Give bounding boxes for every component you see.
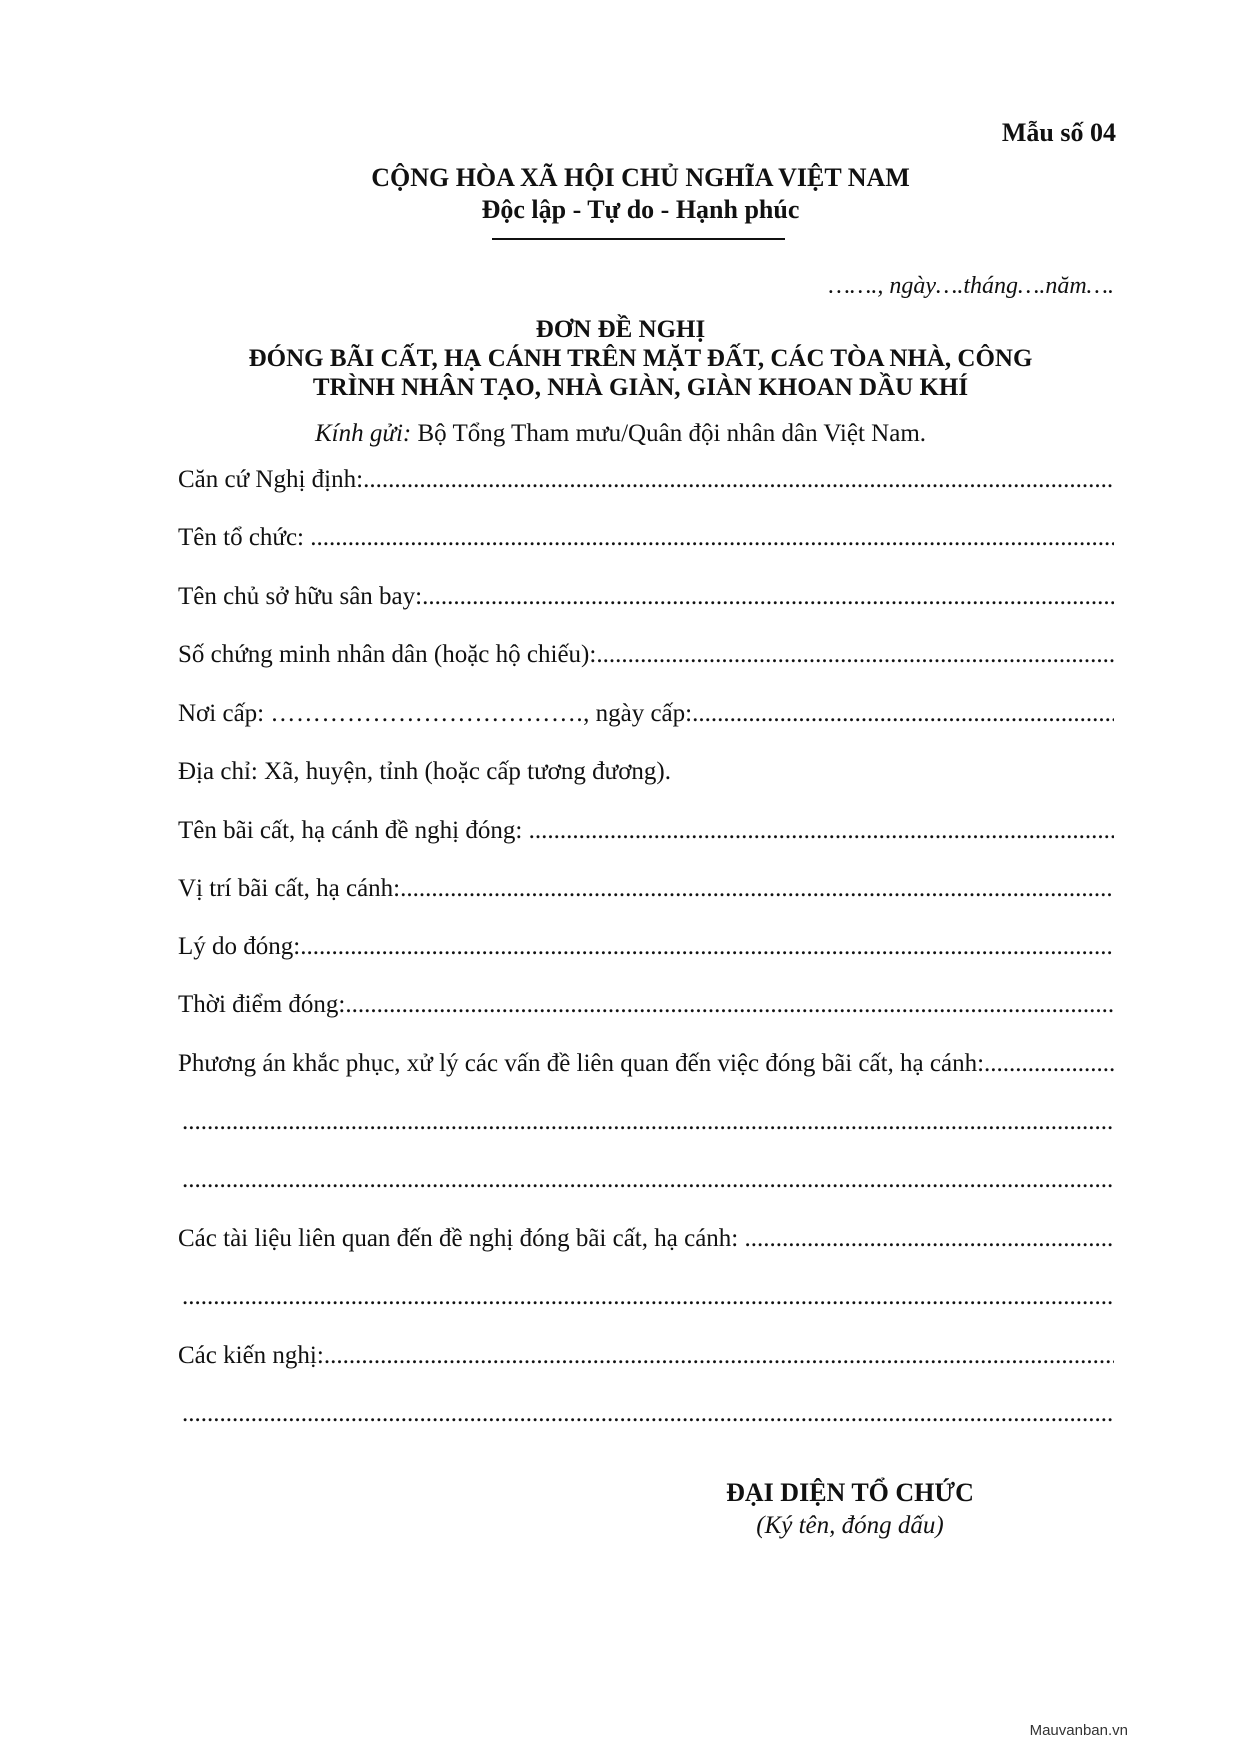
organization-field[interactable]	[178, 524, 1114, 552]
fill-dots	[692, 700, 1114, 728]
signature-title: ĐẠI DIỆN TỔ CHỨC	[726, 1478, 974, 1507]
fill-dots	[984, 1050, 1114, 1078]
remedy-plan-label: Phương án khắc phục, xử lý các vấn đề liên quan đến việc đóng bãi cất, hạ cánh:	[178, 1050, 985, 1077]
form-number: Mẫu số 04	[1001, 118, 1116, 147]
remedy-plan-continuation-line[interactable]	[182, 1166, 1114, 1194]
issue-date-label: , ngày cấp:	[583, 700, 693, 727]
fill-dots	[400, 875, 1114, 903]
id-number-field[interactable]	[178, 641, 1114, 669]
signature-note: (Ký tên, đóng dấu)	[756, 1512, 944, 1539]
related-documents-field[interactable]	[178, 1225, 1114, 1253]
recommendations-field[interactable]	[178, 1342, 1114, 1370]
fill-dots	[422, 583, 1114, 611]
fill-dots	[300, 933, 1114, 961]
id-number-label: Số chứng minh nhân dân (hoặc hộ chiếu):	[178, 641, 597, 668]
national-title: CỘNG HÒA XÃ HỘI CHỦ NGHĨA VIỆT NAM	[371, 163, 910, 192]
fill-dots	[529, 817, 1114, 845]
motto-underline	[492, 238, 785, 240]
watermark: Mauvanban.vn	[1029, 1722, 1128, 1739]
related-documents-label: Các tài liệu liên quan đến đề nghị đóng bãi cất, hạ cánh:	[178, 1225, 745, 1252]
airport-owner-field[interactable]	[178, 583, 1114, 611]
issue-place-dots: ……………………………….	[270, 700, 584, 727]
remedy-plan-continuation-line[interactable]	[182, 1108, 1114, 1136]
decree-label: Căn cứ Nghị định:	[178, 466, 364, 493]
recipient-value: Bộ Tổng Tham mưu/Quân đội nhân dân Việt Nam.	[417, 420, 927, 447]
site-name-field[interactable]	[178, 817, 1114, 845]
fill-dots	[744, 1225, 1114, 1253]
fill-dots	[310, 524, 1114, 552]
fill-dots	[324, 1342, 1114, 1370]
recommendations-label: Các kiến nghị:	[178, 1342, 324, 1369]
airport-owner-label: Tên chủ sở hữu sân bay:	[178, 583, 423, 610]
decree-field[interactable]	[178, 466, 1114, 494]
site-location-label: Vị trí bãi cất, hạ cánh:	[178, 875, 401, 902]
address-line: Địa chỉ: Xã, huyện, tỉnh (hoặc cấp tương đương).	[178, 758, 671, 785]
site-location-field[interactable]	[178, 875, 1114, 903]
issue-place-label: Nơi cấp:	[178, 700, 271, 727]
site-name-label: Tên bãi cất, hạ cánh đề nghị đóng:	[178, 817, 529, 844]
national-motto: Độc lập - Tự do - Hạnh phúc	[481, 195, 800, 224]
recipient-lead: Kính gửi:	[314, 420, 412, 447]
reason-field[interactable]	[178, 933, 1114, 961]
recipient-line	[0, 420, 1241, 448]
recommendations-continuation-line[interactable]	[182, 1400, 1114, 1428]
reason-label: Lý do đóng:	[178, 933, 301, 960]
related-documents-continuation-line[interactable]	[182, 1283, 1114, 1311]
remedy-plan-field[interactable]	[178, 1050, 1114, 1078]
fill-dots	[345, 991, 1114, 1019]
organization-label: Tên tổ chức:	[178, 524, 311, 551]
document-subtitle-line-2: TRÌNH NHÂN TẠO, NHÀ GIÀN, GIÀN KHOAN DẦU KHÍ	[312, 374, 969, 401]
document-title: ĐƠN ĐỀ NGHỊ	[535, 316, 706, 343]
closing-time-field[interactable]	[178, 991, 1114, 1019]
date-line: ……., ngày….tháng….năm….	[828, 273, 1114, 299]
issue-place-field[interactable]	[178, 700, 1114, 728]
fill-dots	[363, 466, 1114, 494]
document-subtitle-line-1: ĐÓNG BÃI CẤT, HẠ CÁNH TRÊN MẶT ĐẤT, CÁC TÒA NHÀ, CÔNG	[248, 345, 1033, 372]
closing-time-label: Thời điểm đóng:	[178, 991, 346, 1018]
fill-dots	[596, 641, 1114, 669]
